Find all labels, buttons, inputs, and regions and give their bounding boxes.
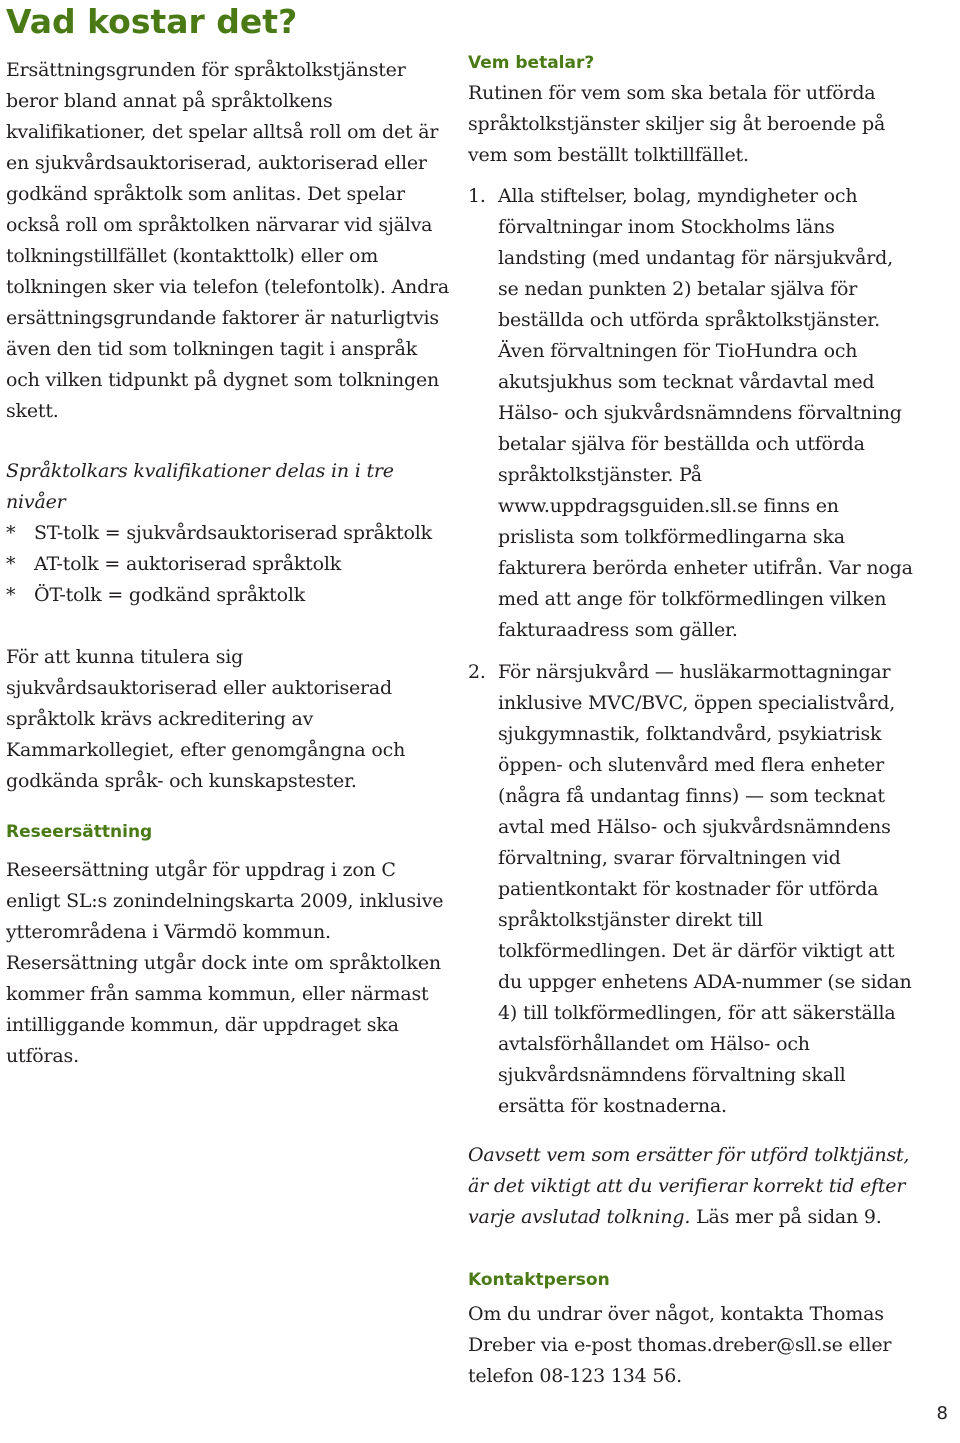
right-column xyxy=(468,0,916,1392)
left-column xyxy=(6,0,454,1072)
list-number: 1. xyxy=(468,185,486,207)
list-item xyxy=(468,181,916,646)
travel-paragraph: Reseersättning utgår för uppdrag i zon C enligt SL:s zonindelningskarta 2009, inklusive ytterområdena i Värmdö kommun. Resersättning utgår dock inte om språktolken kommer från samma kommun, eller närmast intilliggande kommun, där uppdraget ska utföras. xyxy=(6,859,444,1067)
levels-list xyxy=(6,518,454,611)
page-title: Vad kostar det? xyxy=(6,2,298,41)
verification-note-plain: Läs mer på sidan 9. xyxy=(690,1206,882,1228)
list-item xyxy=(6,518,454,549)
who-pays-heading: Vem betalar? xyxy=(468,53,595,73)
who-pays-intro: Rutinen för vem som ska betala för utförda språktolkstjänster skiljer sig åt beroende på vem som beställt tolktillfället. xyxy=(468,82,886,166)
contact-heading: Kontaktperson xyxy=(468,1270,610,1290)
bullet-marker: * xyxy=(6,584,16,606)
accreditation-paragraph: För att kunna titulera sig sjukvårdsauktoriserad eller auktoriserad språktolk krävs ackreditering av Kammarkollegiet, efter genomgångna och godkända språk- och kunskapstester. xyxy=(6,646,406,792)
travel-heading: Reseersättning xyxy=(6,822,153,842)
page-number: 8 xyxy=(936,1403,948,1424)
verification-note xyxy=(468,1140,916,1233)
list-item-text: Alla stiftelser, bolag, myndigheter och förvaltningar inom Stockholms läns landsting (med undantag för närsjukvård, se nedan punkten 2) betalar själva för beställda och utförda språktolkstjänster. Även förvaltningen för TioHundra och akutsjukhus som tecknat vårdavtal med Hälso- och sjukvårdsnämndens förvaltning betalar själva för beställda och utförda språktolkstjänster. På www.uppdragsguiden.sll.se finns en prislista som tolkförmedlingarna ska fakturera berörda enheter utifrån. Var noga med att ange för tolkförmedlingen vilken fakturaadress som gäller. xyxy=(498,185,913,641)
list-item xyxy=(6,580,454,611)
list-item-text: AT-tolk = auktoriserad språktolk xyxy=(34,553,342,575)
list-item-text: ÖT-tolk = godkänd språktolk xyxy=(34,584,306,606)
levels-heading: Språktolkars kvalifikationer delas in i tre nivåer xyxy=(6,460,394,513)
list-number: 2. xyxy=(468,661,486,683)
list-item-text: ST-tolk = sjukvårdsauktoriserad språktolk xyxy=(34,522,432,544)
list-item xyxy=(6,549,454,580)
intro-paragraph: Ersättningsgrunden för språktolkstjänster beror bland annat på språktolkens kvalifikationer, det spelar alltså roll om det är en sjukvårdsauktoriserad, auktoriserad eller godkänd språktolk som anlitas. Det spelar också roll om språktolken närvarar vid själva tolkningstillfället (kontakttolk) eller om tolkningen sker via telefon (telefontolk). Andra ersättningsgrundande faktorer är naturligtvis även den tid som tolkningen tagit i anspråk och vilken tidpunkt på dygnet som tolkningen skett. xyxy=(6,59,450,422)
bullet-marker: * xyxy=(6,553,16,575)
list-item xyxy=(468,657,916,1122)
bullet-marker: * xyxy=(6,522,16,544)
verification-note-italic: Oavsett vem som ersätter för utförd tolktjänst, är det viktigt att du verifierar korrekt tid efter varje avslutad tolkning. xyxy=(468,1144,910,1228)
payment-rules-list xyxy=(468,181,916,1122)
list-item-text: För närsjukvård — husläkarmottagningar inklusive MVC/BVC, öppen specialistvård, sjukgymnastik, folktandvård, psykiatrisk öppen- och slutenvård med flera enheter (några få undantag finns) — som tecknat avtal med Hälso- och sjukvårdsnämndens förvaltning, svarar förvaltningen vid patientkontakt för kostnader för utförda språktolkstjänster direkt till tolkförmedlingen. Det är därför viktigt att du uppger enhetens ADA-nummer (se sidan 4) till tolkförmedlingen, för att säkerställa avtalsförhållandet om Hälso- och sjukvårdsnämndens förvaltning skall ersätta för kostnaderna. xyxy=(498,661,912,1117)
contact-paragraph: Om du undrar över något, kontakta Thomas Dreber via e-post thomas.dreber@sll.se eller telefon 08-123 134 56. xyxy=(468,1303,892,1387)
